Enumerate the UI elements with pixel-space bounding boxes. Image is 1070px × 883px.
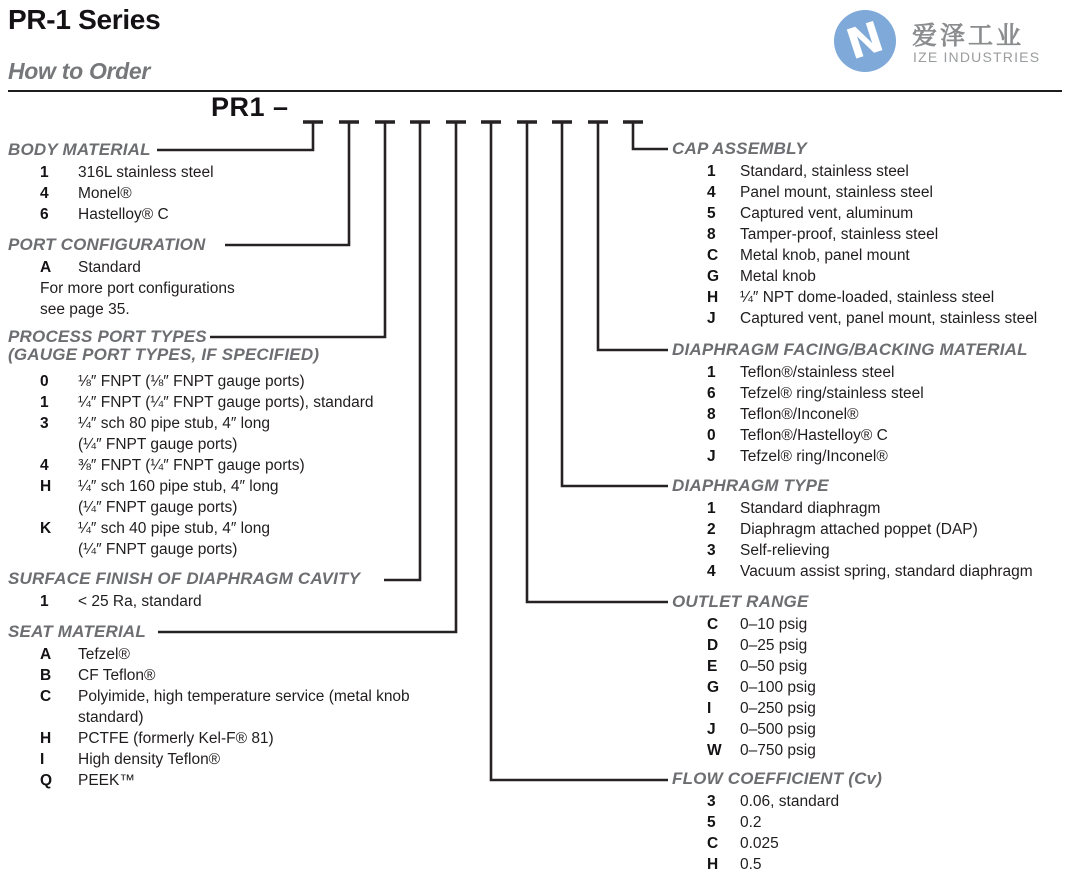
option-description: ⅛″ FNPT (⅛″ FNPT gauge ports) [78,373,305,390]
option-list [8,162,214,225]
option-description: ¼″ FNPT (¼″ FNPT gauge ports), standard [78,394,374,411]
option-description: Captured vent, aluminum [740,205,914,222]
option-row [672,182,1037,203]
option-list [8,257,235,320]
option-description: Hastelloy® C [78,206,169,223]
section-heading: FLOW COEFFICIENT (Cv) [672,769,883,788]
option-list [8,591,360,612]
option-description: Captured vent, panel mount, stainless steel [740,310,1038,327]
how-to-order-heading: How to Order [8,58,151,84]
option-description: Diaphragm attached poppet (DAP) [740,521,978,538]
page-title: PR-1 Series [8,4,161,35]
option-row [8,518,374,560]
option-list [672,362,1028,467]
option-description: Teflon®/Hastelloy® C [740,427,888,444]
option-row [672,791,882,812]
option-code: 1 [40,593,49,610]
option-code: 1 [40,164,49,181]
option-code: 8 [707,226,716,243]
option-description: Tefzel® [78,646,130,663]
option-code: 4 [707,184,716,201]
option-description: ¼″ sch 40 pipe stub, 4″ long (¼″ FNPT gauge ports) [78,520,270,558]
option-code: G [707,268,720,285]
option-code: 1 [707,500,716,517]
option-row [672,404,1028,425]
section-heading: BODY MATERIAL [8,140,151,159]
svg-text:N: N [840,11,890,70]
option-code: Q [40,772,53,789]
option-code: E [707,658,718,675]
option-row [672,812,882,833]
option-code: B [40,667,52,684]
order-section [8,236,235,320]
option-code: 1 [707,364,716,381]
section-heading: DIAPHRAGM FACING/BACKING MATERIAL [672,340,1028,359]
option-description: 0–250 psig [740,700,816,717]
option-code: 3 [707,793,716,810]
option-code: 0 [40,373,49,390]
option-code: C [707,247,719,264]
option-row [672,561,1033,582]
option-code: D [707,637,719,654]
option-code: 2 [707,521,716,538]
option-description: 0–50 psig [740,658,808,675]
note-line: see page 35. [40,301,130,318]
option-description: Tefzel® ring/Inconel® [740,448,888,465]
option-row [672,698,816,719]
option-row [672,656,816,677]
option-code: H [707,856,719,873]
order-section [8,570,360,612]
option-description: Tefzel® ring/stainless steel [740,385,924,402]
option-description: < 25 Ra, standard [78,593,202,610]
option-code: 4 [40,457,49,474]
option-row [8,591,360,612]
option-row [672,383,1028,404]
option-row [672,498,1033,519]
order-section [672,477,1033,582]
option-row [672,308,1037,329]
option-code: K [40,520,52,537]
option-code: J [707,721,716,738]
option-description: CF Teflon® [78,667,156,684]
option-code: C [40,688,52,705]
option-row [672,740,816,761]
option-description: 0.06, standard [740,793,840,810]
option-row [672,635,816,656]
option-row [672,224,1037,245]
section-heading: DIAPHRAGM TYPE [672,476,829,495]
option-code: 6 [707,385,716,402]
option-row [8,392,374,413]
option-list [672,791,882,875]
option-description: 0–100 psig [740,679,816,696]
option-row [672,425,1028,446]
option-description: PEEK™ [78,772,135,789]
option-code: I [707,700,712,717]
option-row [8,183,214,204]
option-code: 8 [707,406,716,423]
option-code: 4 [40,185,49,202]
section-heading: CAP ASSEMBLY [672,139,807,158]
option-row [8,162,214,183]
part-number-prefix: PR1 – [211,92,289,122]
option-code: G [707,679,720,696]
option-description: Metal knob, panel mount [740,247,910,264]
option-row [672,614,816,635]
option-row [672,854,882,875]
option-description: Monel® [78,185,132,202]
section-heading: SURFACE FINISH OF DIAPHRAGM CAVITY [8,569,361,588]
option-row [672,677,816,698]
option-description: ¼″ NPT dome-loaded, stainless steel [740,289,995,306]
option-code: 1 [40,394,49,411]
order-section [8,623,410,791]
section-subheading: (GAUGE PORT TYPES, IF SPECIFIED) [8,345,320,364]
option-description: Vacuum assist spring, standard diaphragm [740,563,1033,580]
option-code: A [40,259,52,276]
section-heading: SEAT MATERIAL [8,622,146,641]
option-row [8,728,410,749]
option-code: H [707,289,719,306]
option-list [8,644,410,791]
option-code: A [40,646,52,663]
option-code: 6 [40,206,49,223]
option-row [8,644,410,665]
option-description: ⅜″ FNPT (¼″ FNPT gauge ports) [78,457,305,474]
option-code: J [707,310,716,327]
option-row [672,362,1028,383]
option-description: 316L stainless steel [78,164,214,181]
option-row [672,719,816,740]
option-row [8,413,374,455]
order-section [672,341,1028,467]
option-description: ¼″ sch 80 pipe stub, 4″ long (¼″ FNPT gauge ports) [78,415,270,453]
option-code: H [40,730,52,747]
logo-mark-icon [833,9,897,73]
option-description: Metal knob [740,268,816,285]
option-code: J [707,448,716,465]
option-description: 0.025 [740,835,779,852]
option-description: 0–750 psig [740,742,816,759]
option-code: 5 [707,814,716,831]
option-description: Teflon®/Inconel® [740,406,859,423]
option-code: H [40,478,52,495]
option-list [672,498,1033,582]
option-description: 0.2 [740,814,762,831]
option-description: Panel mount, stainless steel [740,184,933,201]
option-description: High density Teflon® [78,751,221,768]
option-list [672,161,1037,329]
option-row [672,266,1037,287]
order-section [672,770,882,875]
option-row [8,686,410,728]
option-description: PCTFE (formerly Kel-F® 81) [78,730,274,747]
option-description: Standard [78,259,141,276]
option-description: Self-relieving [740,542,830,559]
option-code: 1 [707,163,716,180]
option-row [672,287,1037,308]
option-row [672,161,1037,182]
option-code: 3 [707,542,716,559]
option-code: 0 [707,427,716,444]
option-description: Tamper-proof, stainless steel [740,226,939,243]
option-list [672,614,816,761]
option-code: 4 [707,563,716,580]
option-row [8,455,374,476]
order-section [8,141,214,225]
company-logo [833,9,1063,75]
order-section [8,328,374,560]
option-code: 5 [707,205,716,222]
option-row [8,770,410,791]
option-row [8,204,214,225]
option-row [672,519,1033,540]
option-row [8,749,410,770]
option-description: 0–500 psig [740,721,816,738]
section-heading: PROCESS PORT TYPES [8,327,207,346]
order-section [672,593,816,761]
option-description: ¼″ sch 160 pipe stub, 4″ long (¼″ FNPT gauge ports) [78,478,279,516]
option-row [8,371,374,392]
option-code: W [707,742,722,759]
logo-en-name: IZE INDUSTRIES [913,49,1041,65]
option-row [672,203,1037,224]
option-description: Standard, stainless steel [740,163,909,180]
option-description: Polyimide, high temperature service (metal knob standard) [78,688,410,726]
option-code: I [40,751,45,768]
option-row [672,245,1037,266]
option-description: 0.5 [740,856,762,873]
option-code: C [707,616,719,633]
section-heading: OUTLET RANGE [672,592,809,611]
heading-rule [8,90,1062,92]
order-section [672,140,1037,329]
option-description: 0–25 psig [740,637,808,654]
option-row [672,540,1033,561]
note-line: For more port configurations [40,280,235,297]
option-row [8,257,235,278]
section-heading: PORT CONFIGURATION [8,235,206,254]
logo-cn-name: 爱泽工业 [912,21,1025,50]
option-row [8,665,410,686]
option-description: 0–10 psig [740,616,808,633]
option-description: Standard diaphragm [740,500,881,517]
option-list [8,371,374,560]
option-code: 3 [40,415,49,432]
option-row [672,446,1028,467]
option-row [672,833,882,854]
option-row [8,476,374,518]
option-code: C [707,835,719,852]
option-description: Teflon®/stainless steel [740,364,895,381]
